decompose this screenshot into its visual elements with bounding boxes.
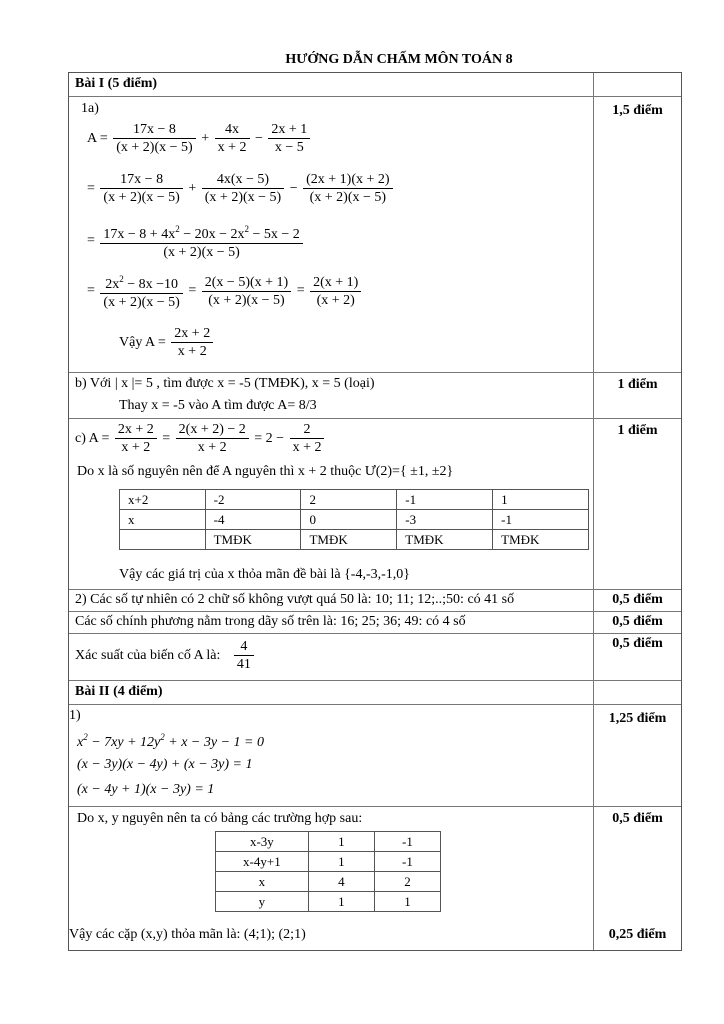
table-cell: TMĐK [397,530,493,550]
equals-sign: = [87,283,95,298]
final-text: Vậy các cặp (x,y) thỏa mãn là: (4;1); (2;1) [69,927,306,942]
score-2a: 0,5 điểm [612,592,663,607]
bai2-cases-row [69,807,681,950]
fraction-denominator: (x + 2)(x − 5) [309,190,387,205]
bai1-part-2-row1 [69,590,681,612]
bai2-header-row [69,681,681,705]
table-cell: 0 [301,510,397,530]
bai2-part-1-label: 1) [69,708,81,723]
bai1-part-b-row [69,373,681,419]
fraction-denominator: (x + 2)(x − 5) [116,140,193,155]
score-bai2-1: 1,25 điểm [608,711,667,726]
fraction-numerator: 4 [234,638,254,656]
table-cell: -3 [397,510,493,530]
table-cell: -4 [205,510,301,530]
conclusion-label: Vậy A = [119,334,166,350]
probability-line [75,638,256,673]
equation-2: (x − 3y)(x − 4y) + (x − 3y) = 1 [77,757,253,772]
fraction-denominator: x + 2 [197,440,227,455]
numerator-part: − 8x −10 [123,277,179,292]
fraction-denominator: (x + 2)(x − 5) [163,245,240,260]
table-cell: -2 [205,490,301,510]
table-cell [120,530,206,550]
table-row [216,852,441,872]
score-2b: 0,5 điểm [612,614,663,629]
numerator-part: − 5x − 2 [249,227,300,242]
fraction-denominator: x + 2 [292,440,322,455]
table-row [120,490,589,510]
table-cell: TMĐK [301,530,397,550]
table-cell: 1 [493,490,589,510]
part-1a-label: 1a) [81,101,99,116]
fraction-numerator: (2x + 1)(x + 2) [303,171,392,189]
table-cell: 1 [374,892,440,912]
bai2-part-1-row [69,705,681,807]
table-cell: x-4y+1 [216,852,309,872]
table-row [216,892,441,912]
bai1-part-2-row3 [69,634,681,681]
exponent: 2 [160,732,165,742]
page-title: HƯỚNG DẪN CHẤM MÔN TOÁN 8 [285,52,513,67]
fraction-denominator: (x + 2)(x − 5) [208,292,285,308]
exponent: 2 [119,274,124,284]
equals-sign: = [296,283,305,298]
bai1-part-1a-row [69,97,681,373]
fraction-denominator: 41 [236,657,251,672]
table-row [216,832,441,852]
table-cell: 2 [301,490,397,510]
bai1-header: Bài I (5 điểm) [75,76,158,91]
part-c-expression [75,421,326,456]
fraction-numerator: 2 [290,421,325,439]
table-cell: y [216,892,309,912]
cases-text: Do x, y nguyên nên ta có bảng các trường hợp sau: [77,811,363,826]
table-row [216,872,441,892]
grading-table [68,72,682,951]
table-cell: 1 [308,852,374,872]
bai1-header-row [69,73,681,97]
exponent: 2 [175,224,180,234]
equals-sign: = [188,283,197,298]
table-row [120,510,589,530]
table-cell: x [216,872,309,892]
fraction-denominator: x − 5 [274,140,304,155]
operator: − [255,130,263,146]
table-row [120,530,589,550]
exponent: 2 [244,224,249,234]
score-cases: 0,5 điểm [612,811,663,826]
fraction-numerator: 4x [215,121,250,139]
fraction-numerator: 2x + 2 [115,421,157,439]
equals-sign: = [87,233,95,248]
conclusion-1a [119,325,215,360]
fraction-numerator: 17x − 8 [113,121,195,139]
probability-text: Xác suất của biến cố A là: [75,647,221,663]
score-1a: 1,5 điểm [612,103,663,118]
table-cell: TMĐK [205,530,301,550]
equation-part: x [77,735,84,750]
operator: + [201,130,210,146]
part-c-text: Do x là số nguyên nên để A nguyên thì x + 2 thuộc Ư(2)={ ±1, ±2} [77,464,454,479]
fraction-denominator: x + 2 [177,344,207,359]
score-2c: 0,5 điểm [612,636,663,651]
part-b-text: b) Với | x |= 5 , tìm được x = -5 (TMĐK), x = 5 (loại) [75,376,375,391]
table-cell: 2 [374,872,440,892]
table-cell: 1 [308,892,374,912]
score-final: 0,25 điểm [608,927,667,942]
part-b-text2: Thay x = -5 vào A tìm được A= 8/3 [119,398,317,413]
score-c: 1 điểm [617,423,658,438]
numerator-part: 17x − 8 + 4x [103,227,176,242]
fraction-denominator: (x + 2)(x − 5) [103,190,180,205]
numerator-part: 2x [105,277,120,292]
table-cell: -1 [397,490,493,510]
operator: + [188,180,197,196]
bai1-part-c-row [69,419,681,590]
fraction-numerator: 4x(x − 5) [202,171,284,189]
table-cell: -1 [374,852,440,872]
score-b: 1 điểm [617,377,658,392]
fraction-denominator: x + 2 [217,140,247,155]
fraction-numerator: 2(x + 2) − 2 [176,421,249,439]
values-table-c [119,489,589,550]
table-cell: x+2 [120,490,206,510]
cases-table [215,831,441,912]
fraction-denominator: (x + 2) [316,292,355,308]
fraction-denominator: (x + 2)(x − 5) [204,190,282,205]
expr-line-4 [87,271,363,311]
operator: − [289,180,298,196]
table-cell: 4 [308,872,374,892]
equation-part: − 7xy + 12y [87,735,161,750]
equation-3: (x − 4y + 1)(x − 3y) = 1 [77,782,215,797]
part-2-text: 2) Các số tự nhiên có 2 chữ số không vượt quá 50 là: 10; 11; 12;..;50: có 41 số [75,592,515,607]
table-cell: -1 [374,832,440,852]
fraction-denominator: (x + 2)(x − 5) [103,295,180,310]
fraction-numerator: 2(x + 1) [310,274,361,292]
fraction-denominator: x + 2 [121,440,151,455]
fraction-numerator: 2(x − 5)(x + 1) [202,274,291,292]
a-label: A = [87,130,108,146]
bai1-part-2-row2 [69,612,681,634]
bai2-header: Bài II (4 điểm) [75,684,163,699]
equation-1 [77,732,264,751]
expression-middle: = 2 − [254,430,285,446]
equals-sign: = [87,180,95,196]
fraction-numerator: 17x − 8 [100,171,182,189]
equation-part: + x − 3y − 1 = 0 [164,735,264,750]
part-c-conclusion: Vậy các giá trị của x thỏa mãn đề bài là {-4,-3,-1,0} [119,567,410,582]
table-cell: -1 [493,510,589,530]
expr-line-2 [87,171,395,206]
table-cell: TMĐK [493,530,589,550]
numerator-part: − 20x − 2x [179,227,245,242]
expr-line-1 [87,121,312,156]
exponent: 2 [83,732,88,742]
part-c-label: c) A = [75,430,110,446]
fraction-numerator: 2x + 2 [171,325,213,343]
expr-line-3 [87,221,305,261]
equals-sign: = [162,430,171,446]
table-cell: x [120,510,206,530]
table-cell: 1 [308,832,374,852]
part-2-text2: Các số chính phương nằm trong dãy số trên là: 16; 25; 36; 49: có 4 số [75,614,466,629]
table-cell: x-3y [216,832,309,852]
fraction-numerator: 2x + 1 [268,121,310,139]
